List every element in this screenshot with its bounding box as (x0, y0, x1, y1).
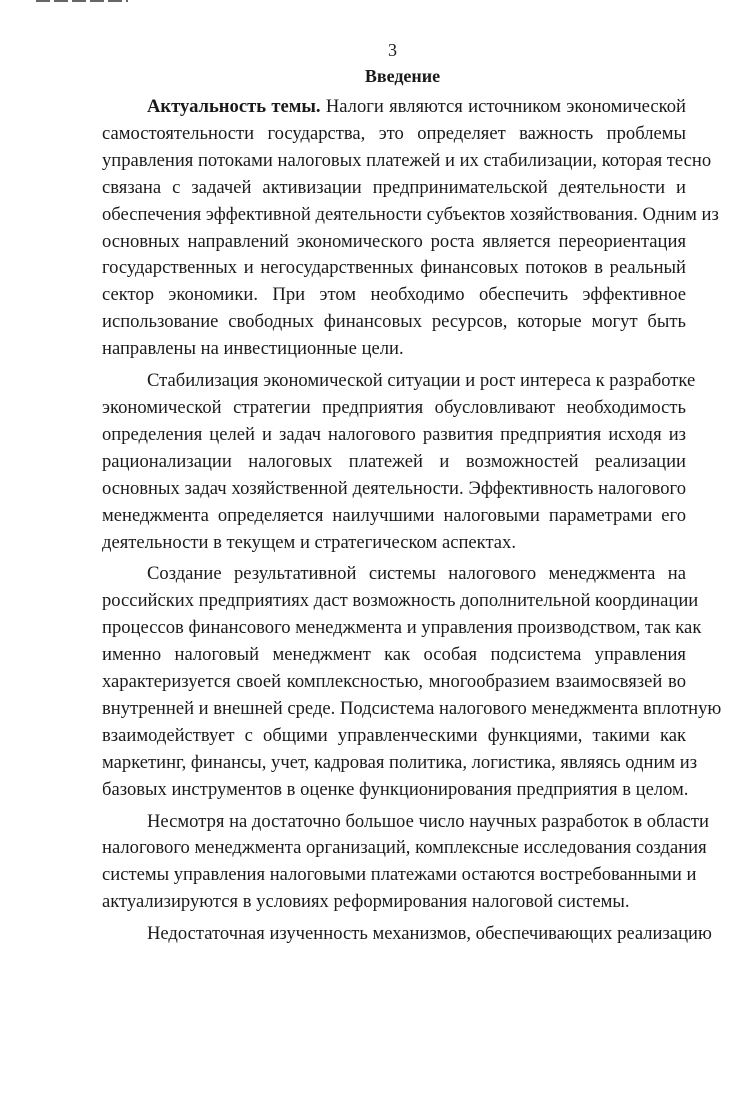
scan-artifact-mark (36, 0, 128, 2)
text-line (102, 94, 686, 121)
text-line: маркетинг, финансы, учет, кадровая политика, логистика, являясь одним из (102, 751, 698, 773)
section-heading: Введение (364, 66, 441, 86)
text-fragment: Налоги являются источником экономической (320, 96, 686, 117)
text-line: актуализируются в условиях реформирования налоговой системы. (102, 891, 630, 913)
text-line: процессов финансового менеджмента и управления производством, так как (102, 617, 702, 639)
text-line: именно налоговый менеджмент как особая подсистема управления (102, 644, 686, 666)
text-line: рационализации налоговых платежей и возможностей реализации (102, 450, 686, 472)
paragraph (102, 561, 722, 803)
text-line: управления потоками налоговых платежей и их стабилизации, которая тесно (102, 149, 712, 171)
text-line: менеджмента определяется наилучшими налоговыми параметрами его (102, 504, 686, 526)
text-line: экономической стратегии предприятия обусловливают необходимость (102, 396, 686, 418)
text-line: связана с задачей активизации предпринимательской деятельности и (102, 176, 686, 198)
text-line: основных задач хозяйственной деятельности. Эффективность налогового (102, 477, 686, 499)
text-line: определения целей и задач налогового развития предприятия исходя из (102, 423, 686, 445)
paragraph (102, 921, 712, 948)
text-line: сектор экономики. При этом необходимо обеспечить эффективное (102, 284, 686, 306)
text-line: характеризуется своей комплексностью, многообразием взаимосвязей во (102, 671, 686, 693)
text-line: внутренней и внешней среде. Подсистема налогового менеджмента вплотную (102, 697, 722, 719)
paragraph (102, 809, 709, 917)
text-line: самостоятельности государства, это определяет важность проблемы (102, 122, 686, 144)
text-line: направлены на инвестиционные цели. (102, 338, 404, 360)
text-line: использование свободных финансовых ресурсов, которые могут быть (102, 311, 686, 333)
paragraph (102, 94, 719, 363)
text-line: российских предприятиях даст возможность дополнительной координации (102, 590, 699, 612)
text-line: Несмотря на достаточно большое число научных разработок в области (147, 810, 709, 832)
text-line: Недостаточная изученность механизмов, обеспечивающих реализацию (147, 923, 712, 945)
text-line: деятельности в текущем и стратегическом аспектах. (102, 531, 516, 553)
bold-lead: Актуальность темы. (147, 96, 321, 117)
text-line: базовых инструментов в оценке функционирования предприятия в целом. (102, 778, 689, 800)
text-line: обеспечения эффективной деятельности субъектов хозяйствования. Одним из (102, 203, 719, 225)
text-line: Создание результативной системы налогового менеджмента на (147, 563, 686, 585)
text-line: основных направлений экономического роста является переориентация (102, 230, 686, 252)
text-line: взаимодействует с общими управленческими функциями, такими как (102, 724, 686, 746)
paragraph (102, 368, 696, 556)
text-line: государственных и негосударственных финансовых потоков в реальный (102, 257, 686, 279)
text-line: системы управления налоговыми платежами остаются востребованными и (102, 864, 697, 886)
text-line: налогового менеджмента организаций, комплексные исследования создания (102, 837, 707, 859)
text-line: Стабилизация экономической ситуации и рост интереса к разработке (147, 370, 696, 392)
page-number: 3 (388, 40, 397, 60)
document-body (102, 94, 722, 953)
